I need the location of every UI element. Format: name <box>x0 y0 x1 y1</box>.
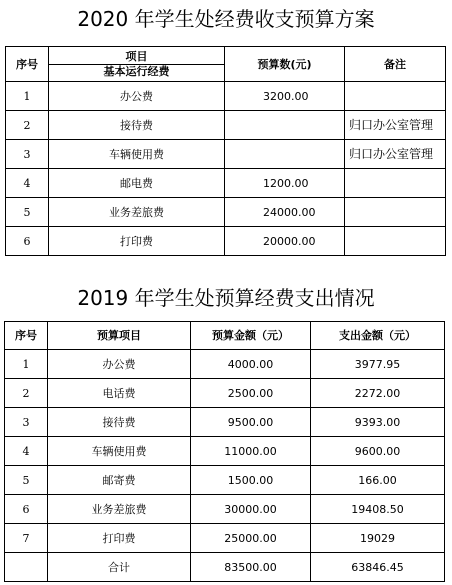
cell-seq: 1 <box>5 350 48 379</box>
cell-seq: 2 <box>6 111 49 140</box>
cell-seq: 1 <box>6 82 49 111</box>
total-row <box>5 553 445 582</box>
table-row <box>5 408 445 437</box>
table-row <box>5 350 445 379</box>
cell-seq: 2 <box>5 379 48 408</box>
cell-budget: 25000.00 <box>191 524 311 553</box>
cell-item: 打印费 <box>48 524 191 553</box>
cell-item: 接待费 <box>48 408 191 437</box>
cell-note <box>345 198 446 227</box>
header-item <box>49 47 225 82</box>
cell-item: 车辆使用费 <box>49 140 225 169</box>
cell-budget: 24000.00 <box>225 198 345 227</box>
cell-note: 归口办公室管理 <box>345 140 446 169</box>
budget-plan-title: 2020 年学生处经费收支预算方案 <box>77 7 375 31</box>
cell-budget <box>225 111 345 140</box>
cell-budget: 2500.00 <box>191 379 311 408</box>
cell-spent: 9600.00 <box>311 437 445 466</box>
cell-item: 业务差旅费 <box>49 198 225 227</box>
cell-total-budget: 83500.00 <box>191 553 311 582</box>
expenditure-table <box>4 321 445 582</box>
cell-note <box>345 169 446 198</box>
table-row <box>5 379 445 408</box>
cell-seq: 3 <box>6 140 49 169</box>
header-item-bottom: 基本运行经费 <box>103 65 170 78</box>
table-row <box>6 82 446 111</box>
cell-spent: 3977.95 <box>311 350 445 379</box>
table-row <box>5 495 445 524</box>
cell-spent: 19029 <box>311 524 445 553</box>
cell-seq: 6 <box>5 495 48 524</box>
cell-item: 车辆使用费 <box>48 437 191 466</box>
header-budget: 预算金额（元） <box>191 322 311 350</box>
cell-budget: 1500.00 <box>191 466 311 495</box>
cell-item: 邮电费 <box>49 169 225 198</box>
cell-note <box>345 227 446 256</box>
header-budget: 预算数(元) <box>225 47 345 82</box>
cell-seq: 3 <box>5 408 48 437</box>
cell-total-label: 合计 <box>48 553 191 582</box>
cell-note <box>345 82 446 111</box>
header-item: 预算项目 <box>48 322 191 350</box>
cell-spent: 2272.00 <box>311 379 445 408</box>
cell-item: 接待费 <box>49 111 225 140</box>
table-header-row <box>6 47 446 82</box>
cell-seq: 5 <box>6 198 49 227</box>
cell-budget: 3200.00 <box>225 82 345 111</box>
table-row <box>6 140 446 169</box>
table-row <box>6 169 446 198</box>
table-row <box>5 466 445 495</box>
cell-item: 邮寄费 <box>48 466 191 495</box>
cell-note: 归口办公室管理 <box>345 111 446 140</box>
expenditure-title: 2019 年学生处预算经费支出情况 <box>77 286 375 310</box>
cell-budget: 30000.00 <box>191 495 311 524</box>
cell-spent: 9393.00 <box>311 408 445 437</box>
cell-seq: 4 <box>6 169 49 198</box>
cell-budget: 1200.00 <box>225 169 345 198</box>
cell-item: 业务差旅费 <box>48 495 191 524</box>
cell-seq: 4 <box>5 437 48 466</box>
table-row <box>6 227 446 256</box>
cell-budget: 20000.00 <box>225 227 345 256</box>
cell-seq: 5 <box>5 466 48 495</box>
table-row <box>5 437 445 466</box>
cell-seq: 6 <box>6 227 49 256</box>
cell-seq: 7 <box>5 524 48 553</box>
cell-item: 电话费 <box>48 379 191 408</box>
cell-seq <box>5 553 48 582</box>
cell-budget: 9500.00 <box>191 408 311 437</box>
cell-item: 打印费 <box>49 227 225 256</box>
cell-budget: 11000.00 <box>191 437 311 466</box>
table-row <box>6 111 446 140</box>
header-spent: 支出金额（元） <box>311 322 445 350</box>
table-header-row <box>5 322 445 350</box>
cell-spent: 19408.50 <box>311 495 445 524</box>
cell-spent: 166.00 <box>311 466 445 495</box>
cell-budget: 4000.00 <box>191 350 311 379</box>
table-row <box>5 524 445 553</box>
header-note: 备注 <box>345 47 446 82</box>
header-seq: 序号 <box>5 322 48 350</box>
cell-item: 办公费 <box>49 82 225 111</box>
table-row <box>6 198 446 227</box>
header-seq: 序号 <box>6 47 49 82</box>
cell-total-spent: 63846.45 <box>311 553 445 582</box>
cell-budget <box>225 140 345 169</box>
cell-item: 办公费 <box>48 350 191 379</box>
header-item-top: 项目 <box>49 50 224 65</box>
budget-plan-table <box>5 46 446 256</box>
